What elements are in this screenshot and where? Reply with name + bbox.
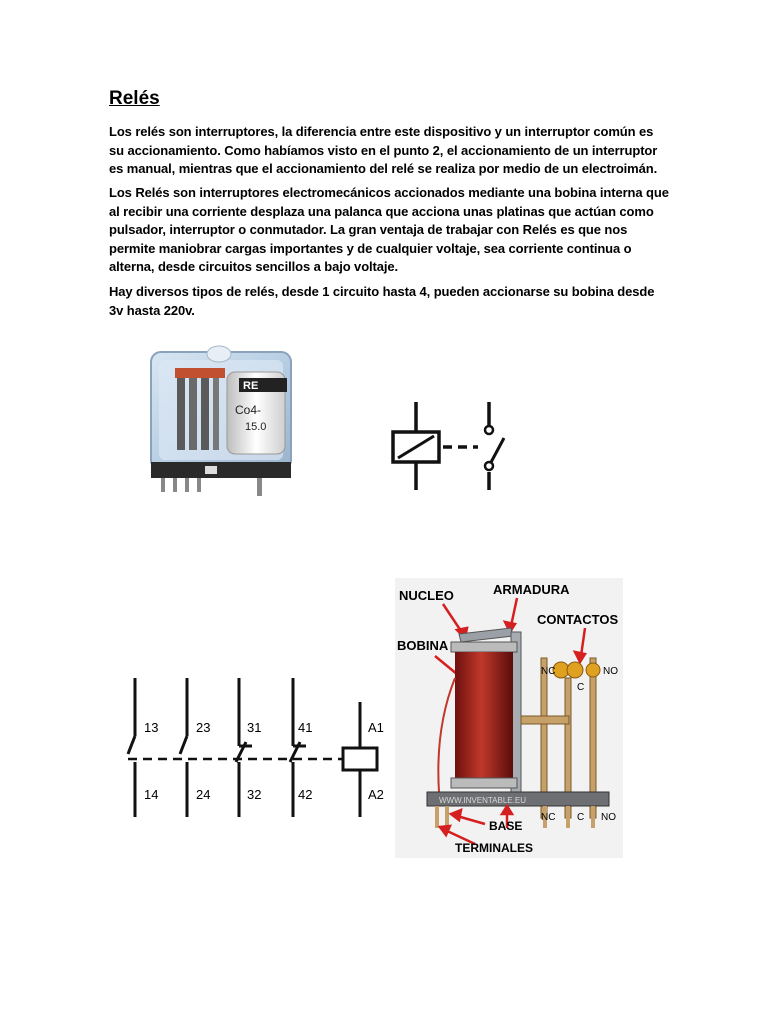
label-bobina: BOBINA bbox=[397, 638, 449, 653]
label-contactos: CONTACTOS bbox=[537, 612, 619, 627]
page-title: Relés bbox=[109, 88, 160, 109]
contact-14: 14 bbox=[144, 787, 159, 802]
label-c-bottom: C bbox=[577, 812, 585, 823]
contact-13: 13 bbox=[144, 720, 159, 735]
relay-rating: 15.0 bbox=[245, 421, 267, 433]
paragraph-3: Hay diversos tipos de relés, desde 1 circuito hasta 4, pueden accionarse su bobina desde 3v hasta 220v. bbox=[109, 284, 655, 318]
contact-42: 42 bbox=[298, 787, 313, 802]
coil-a2: A2 bbox=[368, 787, 384, 802]
relay-model: Co4- bbox=[235, 403, 262, 417]
relay-photo bbox=[147, 342, 299, 502]
coil-a1: A1 bbox=[368, 720, 384, 735]
label-armadura: ARMADURA bbox=[493, 582, 570, 597]
contact-41: 41 bbox=[298, 720, 313, 735]
label-terminales: TERMINALES bbox=[455, 841, 533, 855]
relay-brand: RE bbox=[243, 380, 259, 392]
contact-31: 31 bbox=[247, 720, 262, 735]
label-base: BASE bbox=[489, 819, 523, 833]
contact-23: 23 bbox=[196, 720, 211, 735]
label-nucleo: NUCLEO bbox=[399, 588, 454, 603]
paragraph-2: Los Relés son interruptores electromecánicos accionados mediante una bobina interna que al recibir una corriente desplaza una palanca que acciona unas platinas que actúan como pulsador, interruptor o conmutador. La gran ventaja de trabajar con Relés es que nos permite maniobrar cargas importantes y de cualquier voltaje, sea corriente continua o alterna, desde circuitos sencillos a bajo voltaje. bbox=[109, 185, 669, 274]
contact-24: 24 bbox=[196, 787, 211, 802]
label-nc-top: NC bbox=[541, 666, 556, 677]
relay-symbol-diagram bbox=[378, 392, 508, 498]
label-no-top: NO bbox=[603, 666, 618, 677]
label-nc-bottom: NC bbox=[541, 812, 556, 823]
contact-diagram bbox=[118, 672, 390, 822]
label-no-bottom: NO bbox=[601, 812, 616, 823]
relay-anatomy-diagram bbox=[395, 578, 623, 858]
watermark: WWW.INVENTABLE.EU bbox=[439, 796, 526, 805]
paragraph-1: Los relés son interruptores, la diferencia entre este dispositivo y un interruptor común es su accionamiento. Como habíamos visto en el punto 2, el accionamiento de un interruptor es manual, mientras que el accionamiento del relé se realiza por medio de un electroimán. bbox=[109, 124, 658, 176]
label-c-top: C bbox=[577, 682, 585, 693]
contact-32: 32 bbox=[247, 787, 262, 802]
